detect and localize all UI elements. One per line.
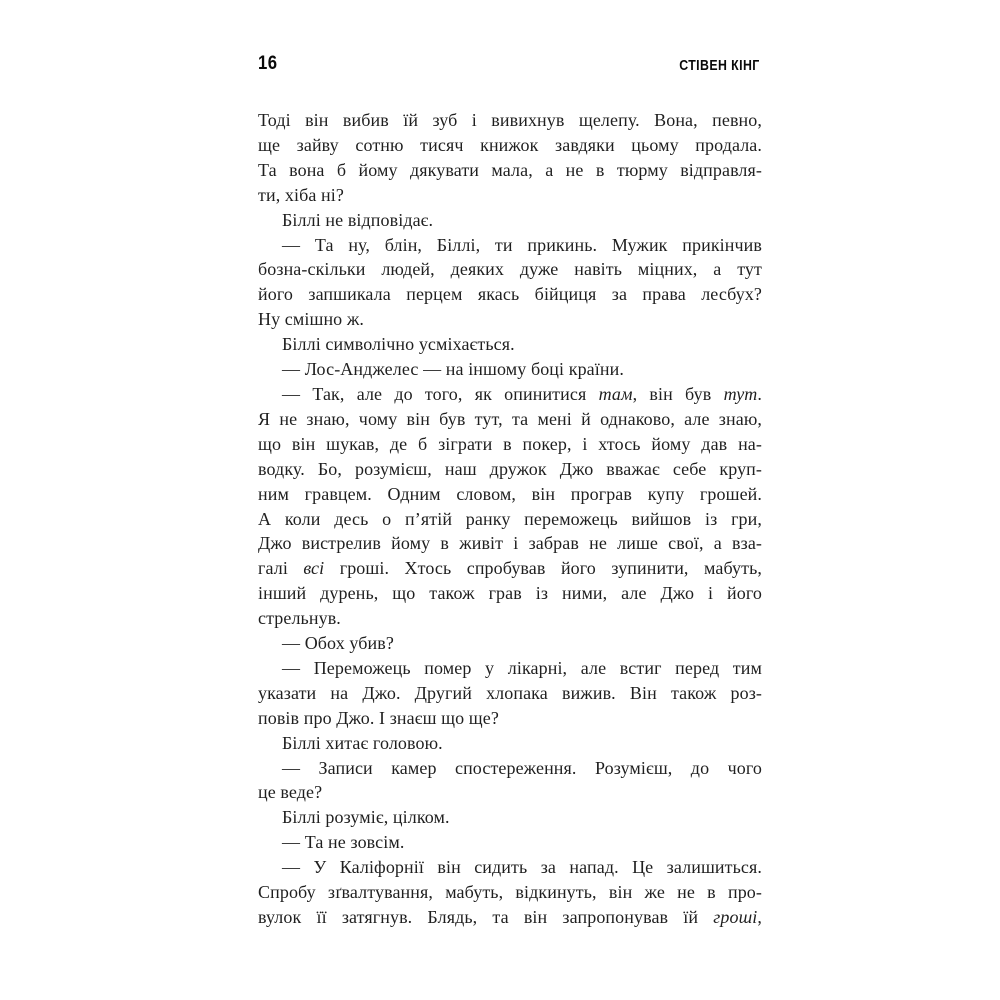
italic-text: всі [303, 558, 325, 579]
paragraph [258, 805, 762, 830]
text-segment: — Так, але до того, як опинитися [282, 383, 599, 404]
text-segment: — Записи камер спостереження. Розумієш, до чого [282, 757, 762, 778]
text-segment: стрельнув. [258, 608, 341, 629]
text-line [258, 307, 762, 332]
text-line [258, 158, 762, 183]
text-segment: ним гравцем. Одним словом, він програв купу грошей. [258, 483, 762, 504]
paragraph [258, 830, 762, 855]
paragraph [258, 731, 762, 756]
text-segment: його запшикала перцем якась бійциця за права лесбух? [258, 284, 762, 305]
paragraph [258, 208, 762, 233]
page-number: 16 [258, 53, 278, 74]
text-segment: гроші. Хтось спробував його зупинити, мабуть, [324, 558, 762, 579]
text-segment: Біллі розуміє, цілком. [282, 807, 450, 828]
text-line [258, 233, 762, 258]
text-line [258, 257, 762, 282]
text-segment: ще зайву сотню тисяч книжок завдяки цьому продала. [258, 134, 762, 155]
text-line [258, 780, 762, 805]
paragraph [258, 855, 762, 930]
text-segment: , він був [632, 383, 724, 404]
text-segment: ти, хіба ні? [258, 184, 344, 205]
text-segment: бозна-скільки людей, деяких дуже навіть міцних, а тут [258, 259, 762, 280]
text-line [258, 531, 762, 556]
text-line [258, 706, 762, 731]
text-line [258, 407, 762, 432]
text-line [258, 208, 762, 233]
text-line [258, 482, 762, 507]
italic-text: гроші [713, 907, 758, 927]
text-line [258, 282, 762, 307]
text-segment: Я не знаю, чому він був тут, та мені й однаково, але знаю, [258, 408, 762, 429]
text-line [258, 880, 762, 905]
text-segment: Біллі не відповідає. [282, 209, 434, 230]
text-segment: А коли десь о п’ятій ранку переможець вийшов із гри, [258, 508, 762, 529]
paragraph [258, 756, 762, 806]
text-segment: Біллі символічно усміхається. [282, 334, 515, 355]
text-segment: Та вона б йому дякувати мала, а не в тюрму відправля- [258, 159, 762, 180]
paragraph [258, 631, 762, 656]
text-line [258, 855, 762, 880]
text-segment: — Та ну, блін, Біллі, ти прикинь. Мужик прикінчив [282, 234, 762, 255]
text-block [258, 108, 762, 930]
text-segment: — Обох убив? [282, 633, 394, 654]
text-segment: Джо вистрелив йому в живіт і забрав не лише свої, а вза- [258, 533, 762, 554]
text-segment: . [757, 383, 763, 404]
text-line [258, 357, 762, 382]
text-line [258, 805, 762, 830]
text-line [258, 432, 762, 457]
text-line [258, 382, 762, 407]
text-segment: повів про Джо. І знаєш що ще? [258, 707, 499, 728]
text-line [258, 656, 762, 681]
text-segment: , [757, 907, 762, 927]
text-line [258, 731, 762, 756]
paragraph [258, 108, 762, 208]
text-line [258, 183, 762, 208]
text-segment: Біллі хитає головою. [282, 732, 443, 753]
text-segment: — Лос-Анджелес — на іншому боці країни. [282, 359, 624, 380]
text-line [258, 108, 762, 133]
text-segment: це веде? [258, 782, 323, 803]
text-line [258, 681, 762, 706]
text-segment: галі [258, 558, 304, 579]
italic-text: там [598, 383, 633, 404]
text-line [258, 133, 762, 158]
text-segment: — Та не зовсім. [282, 832, 405, 853]
text-line [258, 606, 762, 631]
text-line [258, 756, 762, 781]
text-segment: інший дурень, що також грав із ними, але Джо і його [258, 583, 762, 604]
text-segment: Ну смішно ж. [258, 309, 365, 330]
text-segment: вулок її затягнув. Блядь, та він запропонував їй [258, 907, 714, 927]
text-line [258, 332, 762, 357]
text-segment: що він шукав, де б зіграти в покер, і хтось йому дав на- [258, 433, 762, 454]
text-segment: водку. Бо, розумієш, наш дружок Джо вважає себе круп- [258, 458, 762, 479]
text-line [258, 631, 762, 656]
paragraph [258, 233, 762, 333]
paragraph [258, 357, 762, 382]
text-line [258, 905, 762, 930]
text-line [258, 507, 762, 532]
text-line [258, 830, 762, 855]
italic-text: тут [723, 383, 758, 404]
text-line [258, 556, 762, 581]
text-segment: — У Каліфорнії він сидить за напад. Це залишиться. [282, 857, 762, 878]
text-line [258, 457, 762, 482]
paragraph [258, 656, 762, 731]
text-line [258, 581, 762, 606]
text-segment: Тоді він вибив їй зуб і вивихнув щелепу. Вона, певно, [258, 110, 762, 130]
running-head-author: СТІВЕН КІНГ [679, 58, 760, 74]
paragraph [258, 332, 762, 357]
text-segment: указати на Джо. Другий хлопака вижив. Він також роз- [258, 682, 762, 703]
text-segment: Спробу зґвалтування, мабуть, відкинуть, він же не в про- [258, 882, 762, 903]
running-header [258, 53, 762, 75]
text-segment: — Переможець помер у лікарні, але встиг перед тим [282, 657, 762, 678]
paragraph [258, 382, 762, 631]
